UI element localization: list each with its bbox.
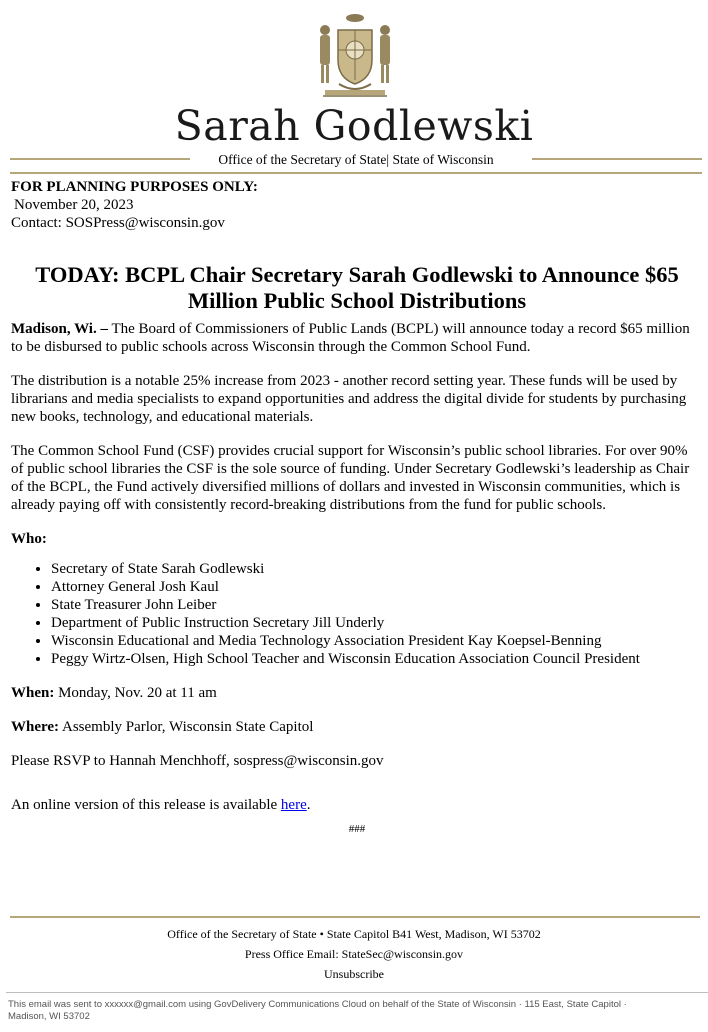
rsvp-line: Please RSVP to Hannah Menchhoff, sospress@wisconsin.gov	[11, 753, 384, 769]
footer-address: Office of the Secretary of State • State Capitol B41 West, Madison, WI 53702	[167, 927, 541, 941]
paragraph-csf: The Common School Fund (CSF) provides crucial support for Wisconsin’s public school libraries. For over 90% of public school libraries the CSF is the sole source of funding. Under Secretary Godlewski’s leadership as Chair of the BCPL, the Fund actively diversified millions of dollars and invested in Wisconsin communities, which is already paying off with consistently record-breaking distributions from the fund for public schools.	[11, 443, 690, 513]
footer-press-email: Press Office Email: StateSec@wisconsin.gov	[244, 947, 464, 961]
list-item: • Secretary of State Sarah Godlewski	[51, 560, 703, 578]
office-subtitle: Office of the Secretary of State| State of Wisconsin	[10, 150, 702, 170]
header	[0, 0, 708, 175]
header-rule-bottom	[10, 172, 702, 174]
when-line: When: Monday, Nov. 20 at 11 am	[11, 685, 217, 701]
where-line: Where: Assembly Parlor, Wisconsin State Capitol	[11, 719, 314, 735]
list-item: • Peggy Wirtz-Olsen, High School Teacher and Wisconsin Education Association Council President	[51, 650, 703, 668]
online-version-line: An online version of this release is available here.	[11, 797, 311, 813]
list-item: • Department of Public Instruction Secretary Jill Underly	[51, 614, 703, 632]
contact-line: Contact: SOSPress@wisconsin.gov	[11, 215, 225, 231]
release-body	[11, 178, 703, 838]
sender-name: Sarah Godlewski	[174, 102, 534, 150]
who-list	[11, 560, 703, 668]
footer	[0, 924, 708, 984]
paragraph-distribution: The distribution is a notable 25% increase from 2023 - another record setting year. These funds will be used by librarians and media specialists to expand opportunities and address the digital divide for students by purchasing new books, technology, and educational materials.	[11, 373, 687, 425]
wisconsin-state-seal-icon	[305, 8, 405, 103]
unsubscribe-link[interactable]: Unsubscribe	[324, 967, 384, 981]
dateline: Madison, Wi. –	[11, 321, 108, 337]
release-date: November 20, 2023	[14, 197, 134, 213]
footer-rule	[10, 916, 700, 918]
lead-paragraph: Madison, Wi. – The Board of Commissioners of Public Lands (BCPL) will announce today a record $65 million to be disbursed to public schools across Wisconsin through the Common School Fund.	[11, 321, 690, 355]
subtitle-row	[10, 150, 702, 170]
delivery-note: This email was sent to xxxxxx@gmail.com using GovDelivery Communications Cloud on behalf of the State of Wisconsin · 115 East, State Capitol · Madison, WI 53702	[8, 999, 627, 1022]
list-item: • Attorney General Josh Kaul	[51, 578, 703, 596]
end-separator: ###	[348, 823, 366, 835]
list-item: • Wisconsin Educational and Media Technology Association President Kay Koepsel-Benning	[51, 632, 703, 650]
release-headline: TODAY: BCPL Chair Secretary Sarah Godlewski to Announce $65 Million Public School Distributions	[35, 262, 679, 313]
online-version-link[interactable]: here	[280, 797, 307, 813]
list-item: • State Treasurer John Leiber	[51, 596, 703, 614]
who-label: Who:	[11, 531, 47, 547]
planning-label: FOR PLANNING PURPOSES ONLY:	[11, 179, 258, 195]
delivery-rule	[6, 992, 708, 993]
